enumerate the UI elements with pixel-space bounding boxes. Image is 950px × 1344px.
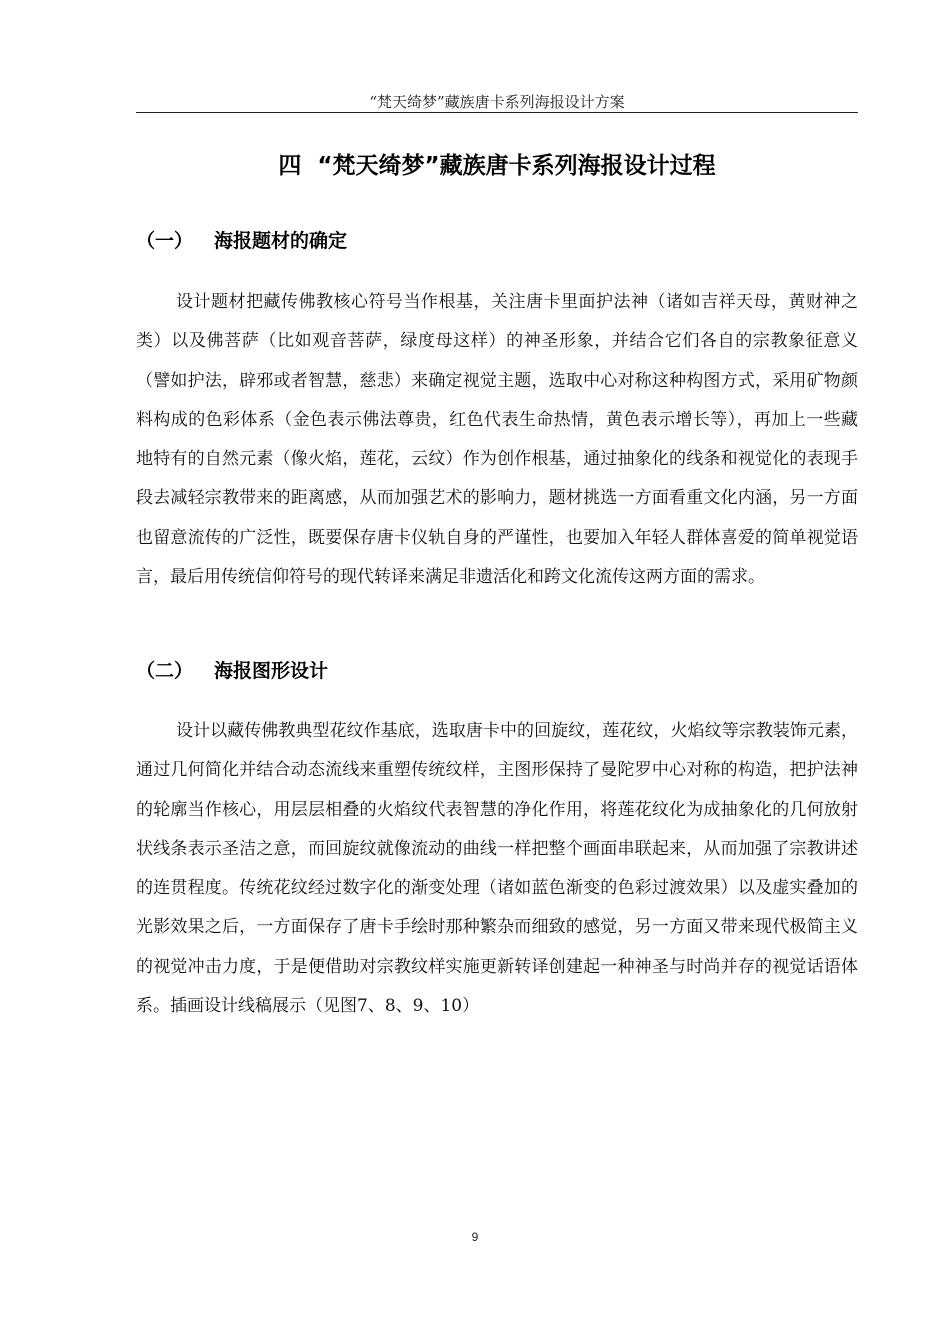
section-title: 海报图形设计	[214, 660, 329, 682]
section-heading-2	[136, 657, 328, 685]
section-number: （一）	[136, 230, 194, 252]
section-heading-1	[136, 227, 347, 255]
section-title: 海报题材的确定	[214, 230, 348, 252]
body-paragraph-1: 设计题材把藏传佛教核心符号当作根基，关注唐卡里面护法神（诸如吉祥天母，黄财神之类）以及佛菩萨（比如观音菩萨，绿度母这样）的神圣形象，并结合它们各自的宗教象征意义（譬如护法，辟邪或者智慧，慈悲）来确定视觉主题，选取中心对称这种构图方式，采用矿物颜料构成的色彩体系（金色表示佛法尊贵，红色代表生命热情，黄色表示增长等），再加上一些藏地特有的自然元素（像火焰，莲花，云纹）作为创作根基，通过抽象化的线条和视觉化的表现手段去减轻宗教带来的距离感，从而加强艺术的影响力，题材挑选一方面看重文化内涵，另一方面也留意流传的广泛性，既要保存唐卡仪轨自身的严谨性，也要加入年轻人群体喜爱的简单视觉语言，最后用传统信仰符号的现代转译来满足非遗活化和跨文化流传这两方面的需求。	[136, 292, 858, 588]
header-rule	[136, 112, 858, 113]
page-number: 9	[471, 1230, 479, 1244]
body-paragraph-2: 设计以藏传佛教典型花纹作基底，选取唐卡中的回旋纹，莲花纹，火焰纹等宗教装饰元素，通过几何简化并结合动态流线来重塑传统纹样，主图形保持了曼陀罗中心对称的构造，把护法神的轮廓当作核心，用层层相叠的火焰纹代表智慧的净化作用，将莲花纹化为成抽象化的几何放射状线条表示圣洁之意，而回旋纹就像流动的曲线一样把整个画面串联起来，从而加强了宗教讲述的连贯程度。传统花纹经过数字化的渐变处理（诸如蓝色渐变的色彩过渡效果）以及虚实叠加的光影效果之后，一方面保存了唐卡手绘时那种繁杂而细致的感觉，另一方面又带来现代极简主义的视觉冲击力度，于是便借助对宗教纹样实施更新转译创建起一种神圣与时尚并存的视觉话语体系。插画设计线稿展示（见图7、8、9、10）	[136, 721, 858, 1017]
chapter-number: 四	[278, 153, 302, 179]
section-number: （二）	[136, 660, 194, 682]
chapter-title	[136, 149, 858, 183]
chapter-title-text: “梵天绮梦”藏族唐卡系列海报设计过程	[317, 153, 716, 179]
running-header: “梵天绮梦”藏族唐卡系列海报设计方案	[369, 93, 625, 111]
